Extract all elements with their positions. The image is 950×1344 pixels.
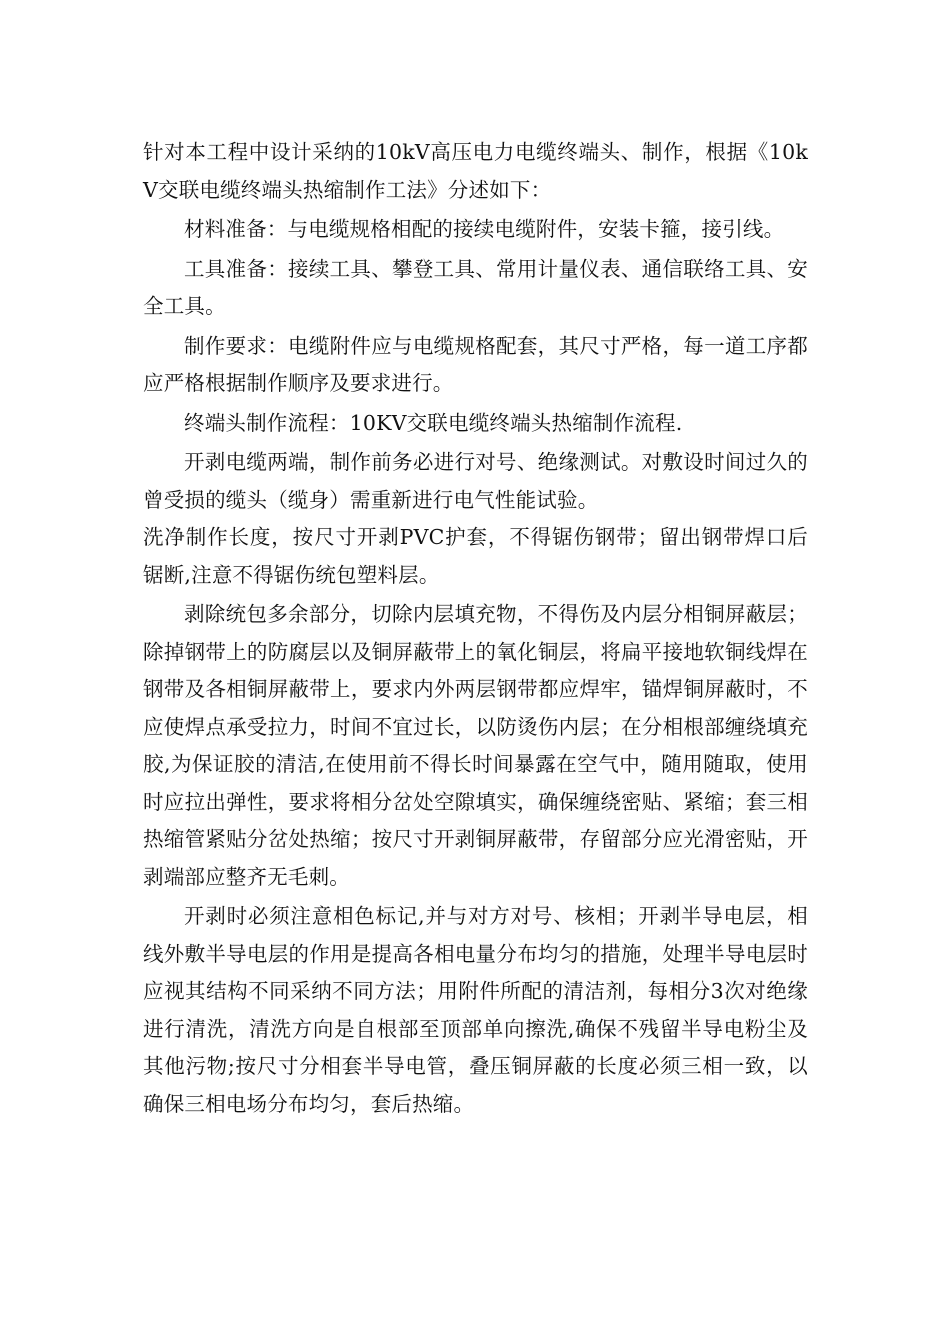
paragraph-removal: 剥除统包多余部分，切除内层填充物，不得伤及内层分相铜屏蔽层；除掉钢带上的防腐层以及铜屏蔽带上的氧化铜层，将扁平接地软铜线焊在钢带及各相铜屏蔽带上，要求内外两层钢带都应焊牢，锚焊铜屏蔽时，不应使焊点承受拉力，时间不宜过长，以防烫伤内层；在分相根部缠绕填充胶,为保证胶的清洁,在使用前不得长时间暴露在空气中，随用随取，使用时应拉出弹性，要求将相分岔处空隙填实，确保缠绕密贴、紧缩；套三相热缩管紧贴分岔处热缩；按尺寸开剥铜屏蔽带，存留部分应光滑密贴，开剥端部应整齐无毛刺。 [143,602,808,889]
paragraph-semiconductor: 开剥时必须注意相色标记,并与对方对号、核相；开剥半导电层，相线外敷半导电层的作用是提高各相电量分布均匀的措施，处理半导电层时应视其结构不同采纳不同方法；用附件所配的清洁剂，每相分3次对绝缘进行清洗，清洗方向是自根部至顶部单向擦洗,确保不残留半导电粉尘及其他污物;按尺寸分相套半导电管，叠压铜屏蔽的长度必须三相一致，以确保三相电场分布均匀，套后热缩。 [143,904,808,1116]
paragraph-cleaning: 洗净制作长度，按尺寸开剥PVC护套，不得锯伤钢带；留出钢带焊口后锯断,注意不得锯伤统包塑料层。 [143,525,808,587]
document-page [143,134,808,1123]
paragraph-requirements: 制作要求：电缆附件应与电缆规格配套，其尺寸严格，每一道工序都应严格根据制作顺序及要求进行。 [143,333,808,395]
paragraph-materials: 材料准备：与电缆规格相配的接续电缆附件，安装卡箍，接引线。 [184,217,785,241]
paragraph-tools: 工具准备：接续工具、攀登工具、常用计量仪表、通信联络工具、安全工具。 [143,256,808,318]
paragraph-intro: 针对本工程中设计采纳的10kV高压电力电缆终端头、制作，根据《10kV交联电缆终端头热缩制作工法》分述如下： [143,140,808,202]
paragraph-stripping: 开剥电缆两端，制作前务必进行对号、绝缘测试。对敷设时间过久的曾受损的缆头（缆身）需重新进行电气性能试验。 [143,450,808,512]
paragraph-process: 终端头制作流程：10KV交联电缆终端头热缩制作流程. [184,410,683,435]
